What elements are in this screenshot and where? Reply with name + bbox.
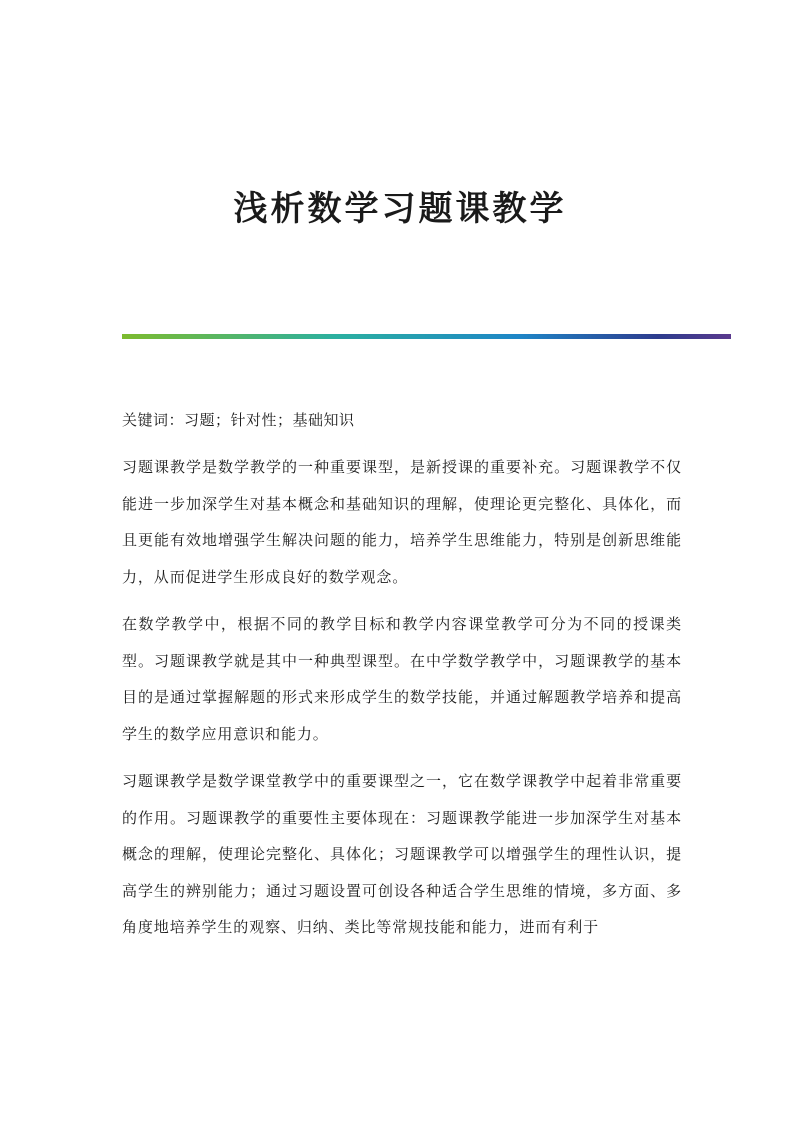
paragraph-1: 习题课教学是数学教学的一种重要课型，是新授课的重要补充。习题课教学不仅能进一步加深学生对基本概念和基础知识的理解，使理论更完整化、具体化，而且更能有效地增强学生解决问题的能力，培养学生思维能力，特别是创新思维能力，从而促进学生形成良好的数学观念。: [122, 458, 682, 586]
title-divider: [122, 334, 731, 339]
keywords-line: 关键词：习题；针对性；基础知识: [122, 411, 355, 429]
paragraph-3: 习题课教学是数学课堂教学中的重要课型之一，它在数学课教学中起着非常重要的作用。习题课教学的重要性主要体现在：习题课教学能进一步加深学生对基本概念的理解，使理论完整化、具体化；习题课教学可以增强学生的理性认识，提高学生的辨别能力；通过习题设置可创设各种适合学生思维的情境，多方面、多角度地培养学生的观察、归纳、类比等常规技能和能力，进而有利于: [122, 772, 682, 936]
paragraph-2: 在数学教学中，根据不同的教学目标和教学内容课堂教学可分为不同的授课类型。习题课教学就是其中一种典型课型。在中学数学教学中，习题课教学的基本目的是通过掌握解题的形式来形成学生的数学技能，并通过解题教学培养和提高学生的数学应用意识和能力。: [122, 615, 682, 743]
document-title: 浅析数学习题课教学: [233, 189, 567, 229]
document-body: [122, 405, 682, 957]
